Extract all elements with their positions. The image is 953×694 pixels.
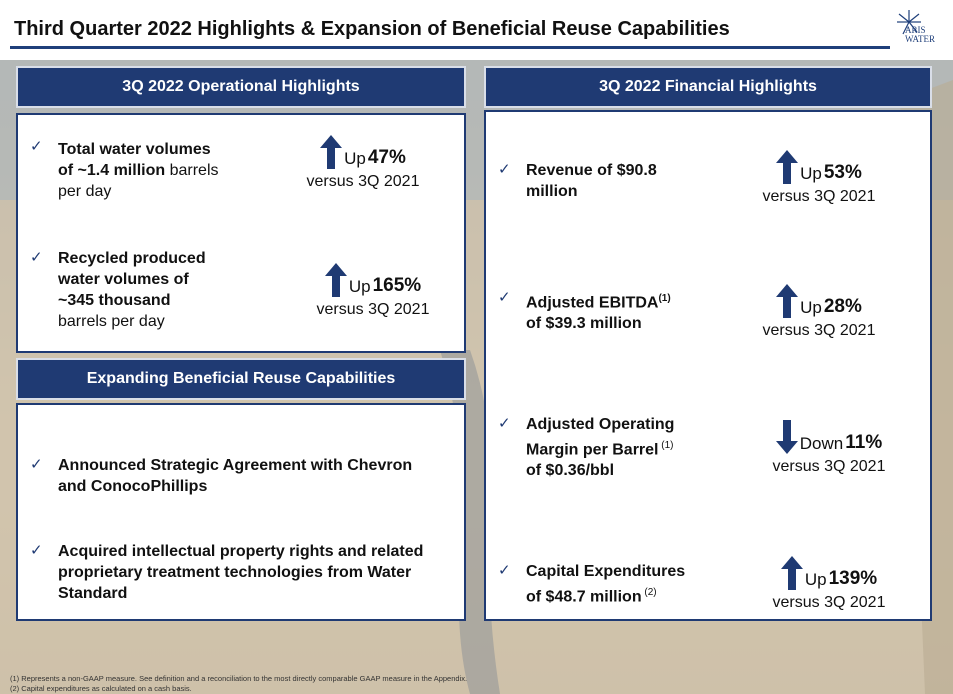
operational-item-2-stat (298, 263, 448, 319)
financial-heading-text: 3Q 2022 Financial Highlights (599, 78, 817, 95)
financial-item-2-text (526, 288, 736, 334)
arrow-up-icon (320, 135, 342, 169)
line-bold: Announced Strategic Agreement with Chevron (58, 457, 413, 474)
financial-item-1-text (526, 160, 726, 202)
stat-percent: 47% (367, 147, 406, 168)
stat-comparison: versus 3Q 2021 (762, 188, 876, 205)
operational-item-1-stat (288, 135, 438, 191)
logo-sub: WATER (905, 34, 935, 44)
financial-item-3-text (526, 414, 736, 481)
financial-item-4-text (526, 561, 736, 607)
financial-item-1-stat (744, 150, 894, 206)
line-bold: Standard (58, 585, 128, 602)
check-icon: ✓ (498, 289, 511, 306)
line-bold: and ConocoPhillips (58, 478, 208, 495)
stat-percent: 11% (845, 432, 883, 453)
reuse-panel (16, 403, 466, 621)
financial-item-4-stat (754, 556, 904, 612)
arrow-up-icon (776, 150, 798, 184)
check-icon: ✓ (498, 562, 511, 579)
line-bold: water volumes of (58, 271, 189, 288)
arrow-up-icon (325, 263, 347, 297)
line-bold: Acquired intellectual property rights and related (58, 543, 424, 560)
stat-comparison: versus 3Q 2021 (772, 458, 886, 475)
check-icon: ✓ (498, 415, 511, 432)
operational-heading-text: 3Q 2022 Operational Highlights (122, 78, 360, 95)
financial-panel (484, 110, 932, 621)
line-bold: million (526, 183, 578, 200)
line-bold: of $0.36/bbl (526, 462, 615, 480)
line-bold: Revenue of $90.8 (526, 162, 657, 179)
check-icon: ✓ (30, 249, 43, 266)
footnote-ref: (1) (658, 440, 674, 451)
line-bold: Recycled produced (58, 250, 206, 267)
logo-text (905, 26, 935, 44)
line-normal: barrels per day (58, 313, 165, 330)
line-bold: proprietary treatment technologies from Water (58, 564, 412, 581)
line-bold: of $39.3 million (526, 315, 642, 333)
arrow-up-icon (776, 284, 798, 318)
stat-percent: 165% (372, 275, 422, 296)
footnote-1: (1) Represents a non-GAAP measure. See definition and a reconciliation to the most directly comparable GAAP measure in the Appendix. (10, 674, 468, 683)
line-bold: of $48.7 million (526, 588, 642, 606)
line-normal: per day (58, 183, 112, 200)
arrow-up-icon (781, 556, 803, 590)
footnote-ref: (1) (658, 293, 671, 304)
footnote-2: (2) Capital expenditures as calculated on a cash basis. (10, 684, 192, 693)
reuse-item-2-text (58, 541, 463, 604)
stat-direction: Down (799, 434, 844, 453)
stat-direction: Up (800, 164, 822, 183)
check-icon: ✓ (30, 542, 43, 559)
financial-heading (484, 66, 932, 108)
operational-panel (16, 113, 466, 353)
line-normal: barrels (165, 162, 219, 179)
stat-percent: 139% (828, 568, 878, 589)
title-underline (10, 46, 890, 49)
line-bold: Adjusted EBITDA (526, 294, 659, 312)
stat-direction: Up (800, 298, 822, 317)
stat-comparison: versus 3Q 2021 (306, 173, 420, 190)
stat-direction: Up (804, 570, 827, 589)
stat-direction: Up (348, 277, 371, 296)
reuse-heading (16, 358, 466, 400)
stat-comparison: versus 3Q 2021 (316, 301, 430, 318)
stat-comparison: versus 3Q 2021 (762, 322, 876, 339)
arrow-down-icon (776, 420, 798, 454)
reuse-heading-text: Expanding Beneficial Reuse Capabilities (86, 370, 396, 387)
stat-comparison: versus 3Q 2021 (772, 594, 886, 611)
operational-item-2-text (58, 248, 288, 332)
line-bold: Capital Expenditures (526, 563, 686, 580)
check-icon: ✓ (30, 456, 43, 473)
check-icon: ✓ (498, 161, 511, 178)
operational-heading (16, 66, 466, 108)
stat-direction: Up (344, 149, 366, 168)
logo-name: ARIS (905, 25, 926, 35)
line-bold: ~345 thousand (58, 292, 171, 309)
line-bold: Margin per Barrel (526, 441, 659, 459)
slide-header (0, 0, 953, 60)
financial-item-3-stat (744, 420, 914, 476)
page-title: Third Quarter 2022 Highlights & Expansion of Beneficial Reuse Capabilities (14, 18, 730, 40)
footnote-ref: (2) (641, 587, 657, 598)
reuse-item-1-text (58, 455, 458, 497)
check-icon: ✓ (30, 138, 43, 155)
financial-item-2-stat (744, 284, 894, 340)
line-bold: Adjusted Operating (526, 416, 675, 433)
operational-item-1-text (58, 139, 288, 202)
line-bold: Total water volumes (58, 141, 211, 158)
stat-percent: 53% (823, 162, 862, 183)
line-bold: of ~1.4 million (58, 162, 166, 179)
stat-percent: 28% (823, 296, 862, 317)
